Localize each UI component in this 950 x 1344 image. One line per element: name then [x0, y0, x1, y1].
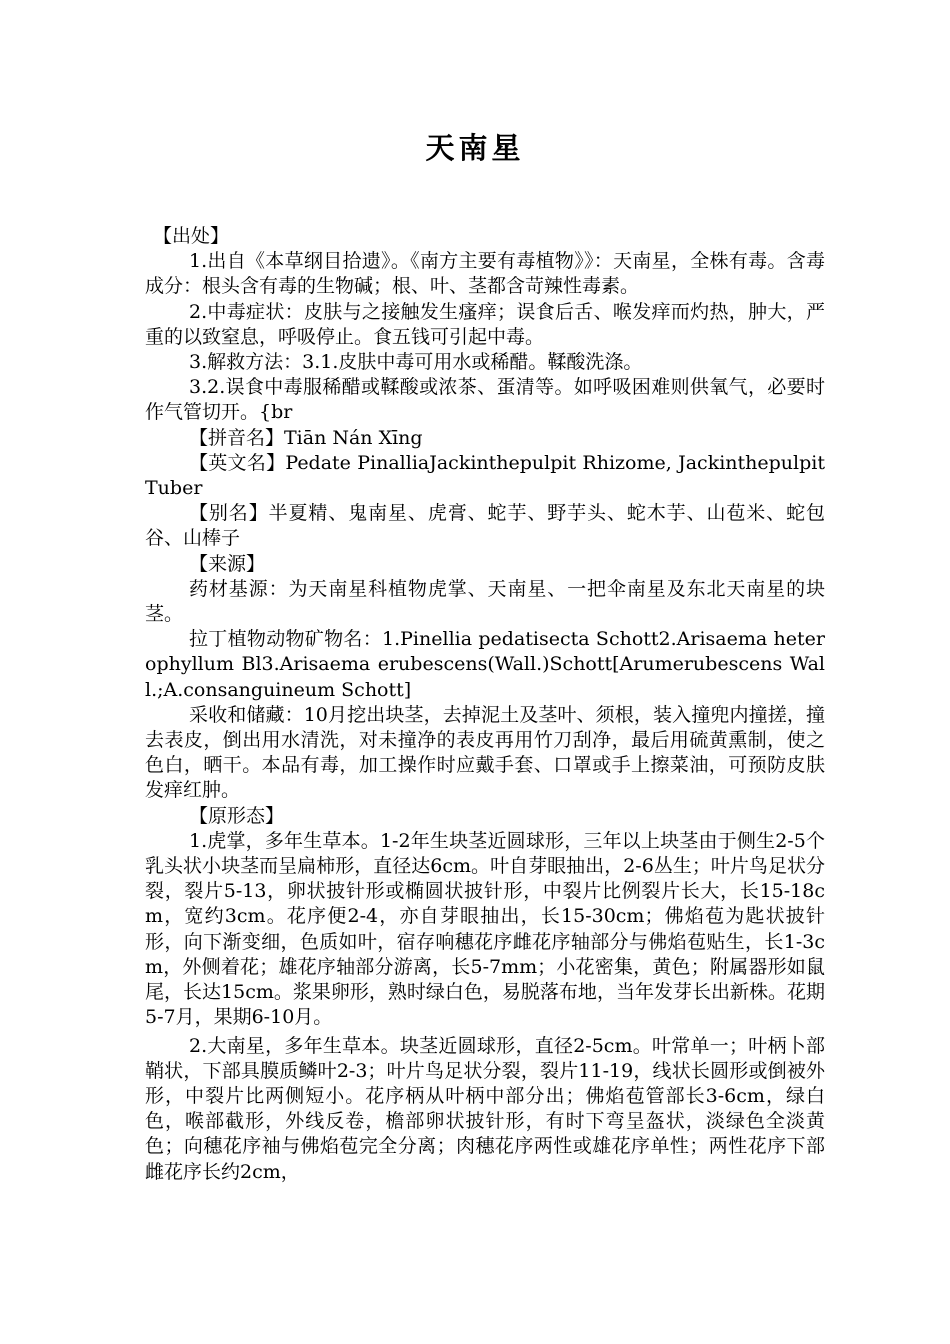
paragraph-origin: 1.出自《本草纲目拾遗》。《南方主要有毒植物》》：天南星，全株有毒。含毒成分：根头含有毒的生物碱；根、叶、茎都含苛辣性毒素。 — [145, 250, 825, 298]
page-title: 天南星 — [425, 131, 525, 165]
paragraph-rescue-ingestion: 3.2.误食中毒服稀醋或鞣酸或浓茶、蛋清等。如呼吸困难则供氧气，必要时作气管切开。{br — [145, 376, 825, 424]
paragraph-material-source: 药材基源：为天南星科植物虎掌、天南星、一把伞南星及东北天南星的块茎。 — [145, 577, 825, 626]
section-heading-source: 【出处】 — [153, 225, 230, 247]
paragraph-morphology-2: 2.大南星，多年生草本。块茎近圆球形，直径2-5cm。叶常单一；叶柄卜部鞘状，下部具膜质鳞叶2-3；叶片鸟足状分裂，裂片11-19，线状长圆形或倒被外形，中裂片比两侧短小。花序柄从叶柄中部分出；佛焰苞管部长3-6cm，绿白色，喉部截形，外线反卷，檐部卵状披针形，有时下弯呈盔状，淡绿色全淡黄色；向穗花序袖与佛焰苞完全分离；肉穗花序两性或雄花序单性；两性花序下部雌花序长约2cm， — [145, 1034, 825, 1183]
paragraph-english-name: 【英文名】Pedate PinalliaJackinthepulpit Rhizome, Jackinthepulpit Tuber — [145, 451, 825, 500]
paragraph-symptoms: 2.中毒症状：皮肤与之接触发生瘙痒；误食后舌、喉发痒而灼热，肿大，严重的以致窒息，呼吸停止。食五钱可引起中毒。 — [145, 300, 825, 348]
paragraph-pinyin-name: 【拼音名】Tiān Nán Xīng — [189, 426, 423, 449]
document-body — [145, 224, 825, 1185]
paragraph-aliases: 【别名】半夏精、鬼南星、虎膏、蛇芋、野芋头、蛇木芋、山苞米、蛇包谷、山棒子 — [145, 502, 825, 550]
paragraph-harvest-storage: 采收和储藏：10月挖出块茎，去掉泥土及茎叶、须根，装入撞兜内撞搓，撞去表皮，倒出用水清洗，对未撞净的表皮再用竹刀刮净，最后用硫黄熏制，使之色白，晒干。本品有毒，加工操作时应戴手套、口罩或手上擦菜油，可预防皮肤发痒红肿。 — [145, 703, 825, 802]
section-heading-morphology: 【原形态】 — [189, 804, 285, 827]
section-heading-origin: 【来源】 — [189, 552, 266, 575]
paragraph-latin-names: 拉丁植物动物矿物名：1.Pinellia pedatisecta Schott2.Arisaema heterophyllum Bl3.Arisaema erubescens(Wall.)Schott[Arumerubescens Wall.;A.consanguineum Schott] — [145, 628, 825, 701]
paragraph-rescue-skin: 3.解救方法：3.1.皮肤中毒可用水或稀醋。鞣酸洗涤。 — [189, 351, 643, 374]
paragraph-morphology-1: 1.虎掌，多年生草本。1-2年生块茎近圆球形，三年以上块茎由于侧生2-5个乳头状小块茎而呈扁柿形，直径达6cm。叶自芽眼抽出，2-6丛生；叶片鸟足状分裂，裂片5-13，卵状披针形或椭圆状披针形，中裂片比例裂片长大，长15-18cm，宽约3cm。花序便2-4，亦自芽眼抽出，长15-30cm；佛焰苞为匙状披针形，向下渐变细，色质如叶，宿存响穗花序雌花序轴部分与佛焰苞贴生，长1-3cm，外侧着花；雄花序轴部分游离，长5-7mm；小花密集，黄色；附属器形如鼠尾，长达15cm。浆果卵形，熟时绿白色，易脱落布地，当年发芽长出新株。花期5-7月，果期6-10月。 — [145, 829, 825, 1029]
